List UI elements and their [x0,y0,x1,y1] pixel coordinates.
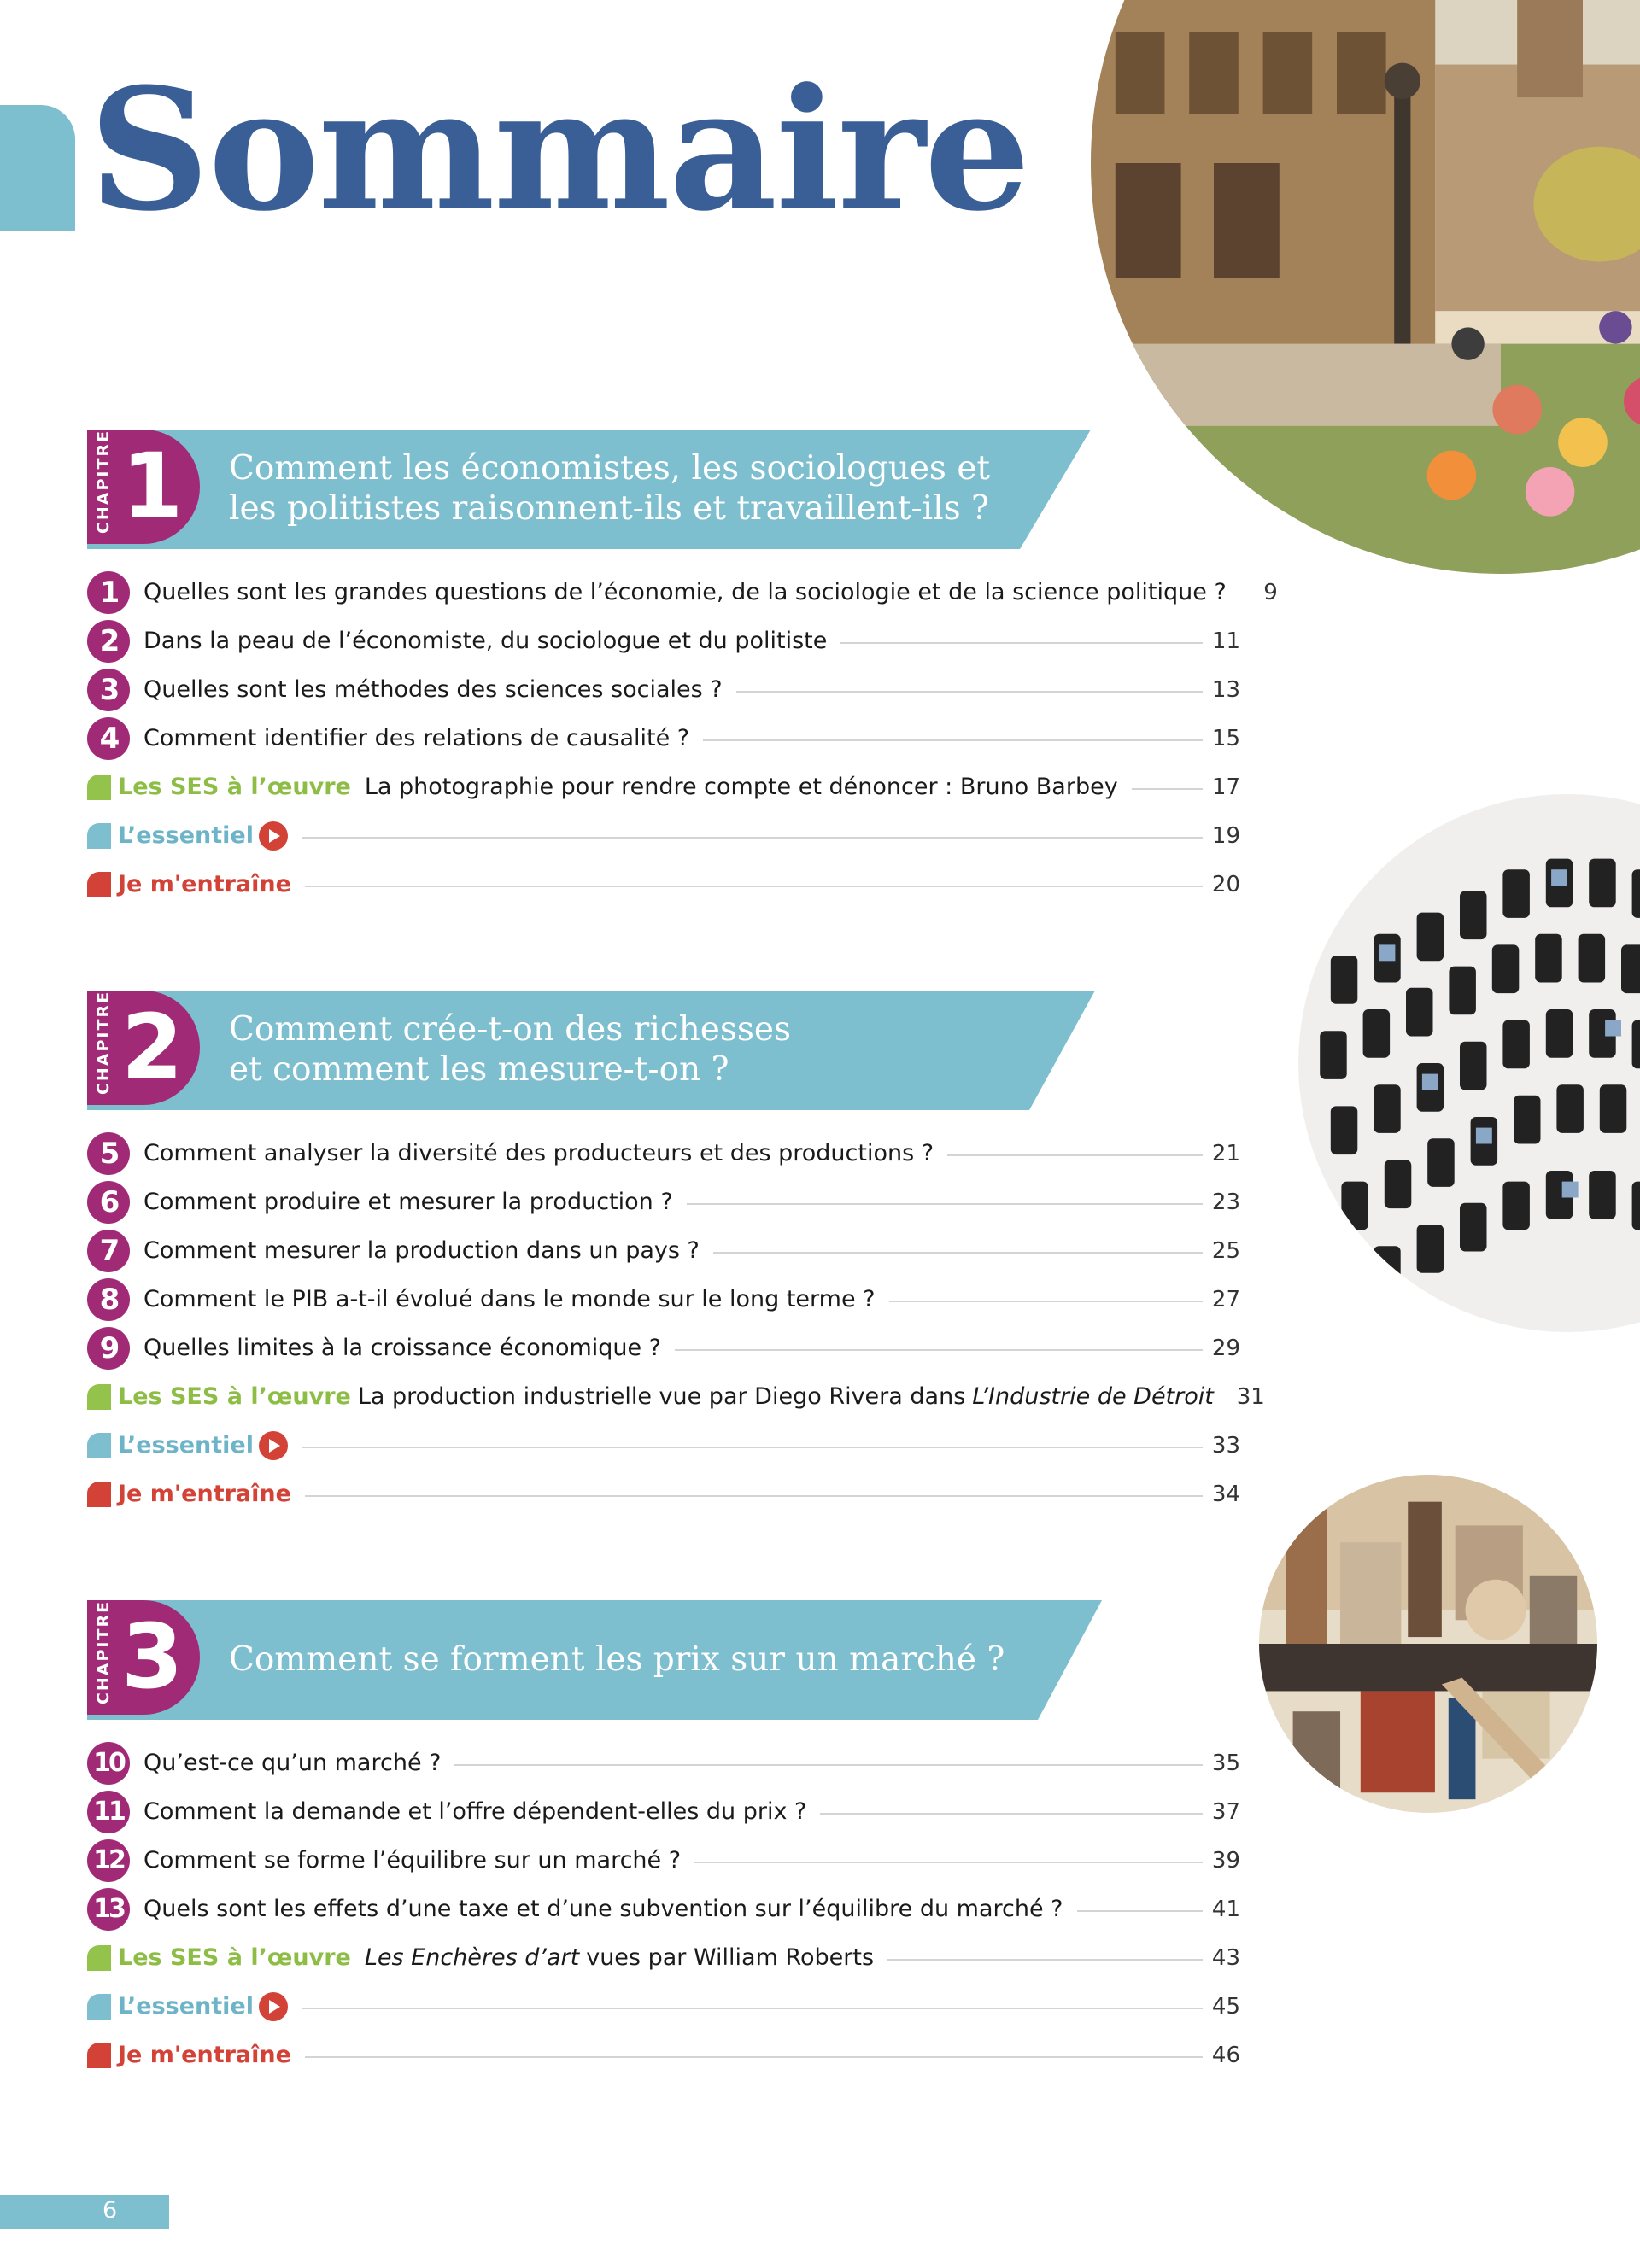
lesson-title: Comment la demande et l’offre dépendent-elles du prix ? [144,1798,807,1825]
ses-title: La production industrielle vue par Diego Rivera dans [357,1383,966,1410]
page-number: 19 [1211,822,1240,849]
ses-label: Les SES à l’œuvre [118,774,351,800]
video-play-icon[interactable] [259,821,288,850]
chapter-entries [87,1739,1240,2079]
lesson-number-badge: 13 [87,1888,130,1931]
toc-entry-ses[interactable] [87,1372,1265,1421]
chapter-number: 2 [121,995,180,1099]
page-number: 43 [1211,1944,1240,1971]
toc-entry-lesson-5[interactable] [87,1129,1240,1178]
chapter-title [229,448,990,529]
ses-marker-icon [87,1945,111,1971]
chapter-title [229,1640,1004,1680]
page-number: 11 [1211,628,1240,654]
auction-painting-image [1259,1475,1597,1813]
lesson-title: Comment identifier des relations de causalité ? [144,725,690,751]
lesson-title: Comment produire et mesurer la production ? [144,1189,673,1215]
toc-entry-essentiel[interactable] [87,1421,1240,1470]
chapter-banner [87,991,1240,1110]
dot-leader [947,1154,1203,1156]
chapter-title-line: Comment les économistes, les sociologues et [229,449,991,488]
ses-artwork-title: L’Industrie de Détroit [972,1383,1214,1410]
dot-leader [687,1203,1203,1205]
lesson-number-badge: 4 [87,717,130,760]
page-number: 15 [1211,725,1240,751]
lesson-number-badge: 7 [87,1230,130,1272]
entraine-label: Je m'entraîne [118,1481,291,1507]
lesson-title: Comment le PIB a-t-il évolué dans le monde sur le long terme ? [144,1286,876,1312]
essentiel-marker-icon [87,823,111,849]
lesson-title: Qu’est-ce qu’un marché ? [144,1750,442,1776]
page-number: 45 [1211,1993,1240,2020]
dot-leader [305,886,1203,887]
toc-entry-lesson-10[interactable] [87,1739,1240,1787]
dot-leader [302,837,1203,839]
chapter-banner [87,430,1240,549]
essentiel-label: L’essentiel [118,1432,254,1458]
toc-entry-entraine[interactable] [87,860,1240,909]
dot-leader [713,1252,1203,1254]
toc-entry-ses[interactable] [87,763,1240,811]
ses-marker-icon [87,775,111,800]
essentiel-marker-icon [87,1994,111,2020]
page-number: 41 [1211,1896,1240,1922]
page-number: 34 [1211,1481,1240,1507]
page-number: 33 [1211,1432,1240,1458]
chapter-number: 1 [121,434,180,538]
chapter-banner [87,1600,1240,1720]
page-number: 29 [1211,1335,1240,1361]
chapter-title-line: et comment les mesure-t-on ? [229,1050,729,1089]
toc-entry-lesson-8[interactable] [87,1275,1240,1324]
page-number: 20 [1211,871,1240,897]
lesson-number-badge: 2 [87,620,130,663]
lesson-number-badge: 12 [87,1839,130,1882]
essentiel-marker-icon [87,1433,111,1458]
page-number: 21 [1211,1140,1240,1166]
toc-entry-entraine[interactable] [87,1470,1240,1518]
lesson-title: Quelles sont les grandes questions de l’économie, de la sociologie et de la science politique ? [144,579,1227,605]
toc-entry-lesson-7[interactable] [87,1226,1240,1275]
chapter-title-line: Comment crée-t-on des richesses [229,1010,791,1049]
dot-leader [1132,788,1203,790]
toc-entry-essentiel[interactable] [87,811,1240,860]
page-title: Sommaire [89,52,1029,248]
lesson-number-badge: 1 [87,571,130,614]
dot-leader [889,1301,1204,1302]
dot-leader [1077,1910,1204,1912]
toc-entry-lesson-4[interactable] [87,714,1240,763]
chapter-title-line: les politistes raisonnent-ils et travaillent-ils ? [229,489,989,528]
dot-leader [820,1813,1203,1815]
toc-entry-entraine[interactable] [87,2031,1240,2079]
dot-leader [840,642,1203,644]
dot-leader [887,1959,1203,1961]
dot-leader [675,1349,1203,1351]
lesson-title: Quels sont les effets d’une taxe et d’une subvention sur l’équilibre du marché ? [144,1896,1063,1922]
dot-leader [694,1862,1203,1863]
dot-leader [703,739,1203,741]
ses-title: vues par William Roberts [586,1944,875,1971]
toc-entry-lesson-11[interactable] [87,1787,1240,1836]
dot-leader [305,1495,1203,1497]
chapter-1 [87,429,1278,897]
toc-entry-lesson-6[interactable] [87,1178,1240,1226]
lesson-number-badge: 6 [87,1181,130,1224]
page-number: 39 [1211,1847,1240,1873]
chapter-title-line: Comment se forment les prix sur un marché ? [229,1640,1005,1679]
ses-label: Les SES à l’œuvre [118,1383,351,1410]
phones-collage-image [1298,794,1640,1332]
page-number: 23 [1211,1189,1240,1215]
page-number: 27 [1211,1286,1240,1312]
chapter-entries [87,568,1278,909]
lesson-number-badge: 11 [87,1791,130,1833]
entraine-marker-icon [87,2043,111,2068]
toc-entry-ses[interactable] [87,1933,1240,1982]
entraine-label: Je m'entraîne [118,871,291,897]
lesson-number-badge: 10 [87,1742,130,1785]
footer-page-number: 6 [102,2197,118,2224]
lesson-title: Comment se forme l’équilibre sur un marché ? [144,1847,682,1873]
lesson-number-badge: 3 [87,669,130,711]
chapter-label: CHAPITRE [94,429,113,535]
ses-marker-icon [87,1384,111,1410]
chapter-title [229,1009,791,1090]
page-number: 37 [1211,1798,1240,1825]
lesson-number-badge: 8 [87,1278,130,1321]
footer-page-tab [0,2195,169,2229]
lesson-title: Quelles sont les méthodes des sciences sociales ? [144,676,723,703]
chapter-number: 3 [121,1605,180,1709]
lesson-number-badge: 9 [87,1327,130,1370]
page-number: 25 [1211,1237,1240,1264]
video-play-icon[interactable] [259,1431,288,1460]
dot-leader [302,1447,1203,1448]
toc-entry-lesson-2[interactable] [87,617,1240,665]
essentiel-label: L’essentiel [118,822,254,849]
page-number: 35 [1211,1750,1240,1776]
toc-entry-lesson-1[interactable] [87,568,1278,617]
lesson-title: Comment mesurer la production dans un pays ? [144,1237,700,1264]
chapter-label: CHAPITRE [94,1599,113,1705]
toc-entry-lesson-13[interactable] [87,1885,1240,1933]
video-play-icon[interactable] [259,1992,288,2021]
entraine-marker-icon [87,872,111,897]
toc-entry-essentiel[interactable] [87,1982,1240,2031]
toc-entry-lesson-9[interactable] [87,1324,1240,1372]
page-number: 46 [1211,2042,1240,2068]
ses-title: La photographie pour rendre compte et dénoncer : Bruno Barbey [364,774,1118,800]
entraine-marker-icon [87,1482,111,1507]
lesson-number-badge: 5 [87,1132,130,1175]
lesson-title: Dans la peau de l’économiste, du sociologue et du politiste [144,628,828,654]
page-number: 31 [1236,1383,1265,1410]
title-accent-tab [0,105,75,231]
entraine-label: Je m'entraîne [118,2042,291,2068]
lesson-title: Quelles limites à la croissance économique ? [144,1335,662,1361]
page-number: 9 [1263,579,1278,605]
chapter-2 [87,990,1265,1507]
page-number: 17 [1211,774,1240,800]
dot-leader [305,2056,1203,2058]
toc-entry-lesson-3[interactable] [87,665,1240,714]
dot-leader [454,1764,1203,1766]
essentiel-label: L’essentiel [118,1993,254,2020]
chapter-3 [87,1599,1240,2068]
lesson-title: Comment analyser la diversité des producteurs et des productions ? [144,1140,934,1166]
ses-artwork-title: Les Enchères d’art [364,1944,580,1971]
page-number: 13 [1211,676,1240,703]
dot-leader [302,2008,1203,2009]
ses-label: Les SES à l’œuvre [118,1944,351,1971]
chapter-label: CHAPITRE [94,990,113,1096]
dot-leader [736,691,1203,693]
toc-entry-lesson-12[interactable] [87,1836,1240,1885]
chapter-entries [87,1129,1265,1518]
